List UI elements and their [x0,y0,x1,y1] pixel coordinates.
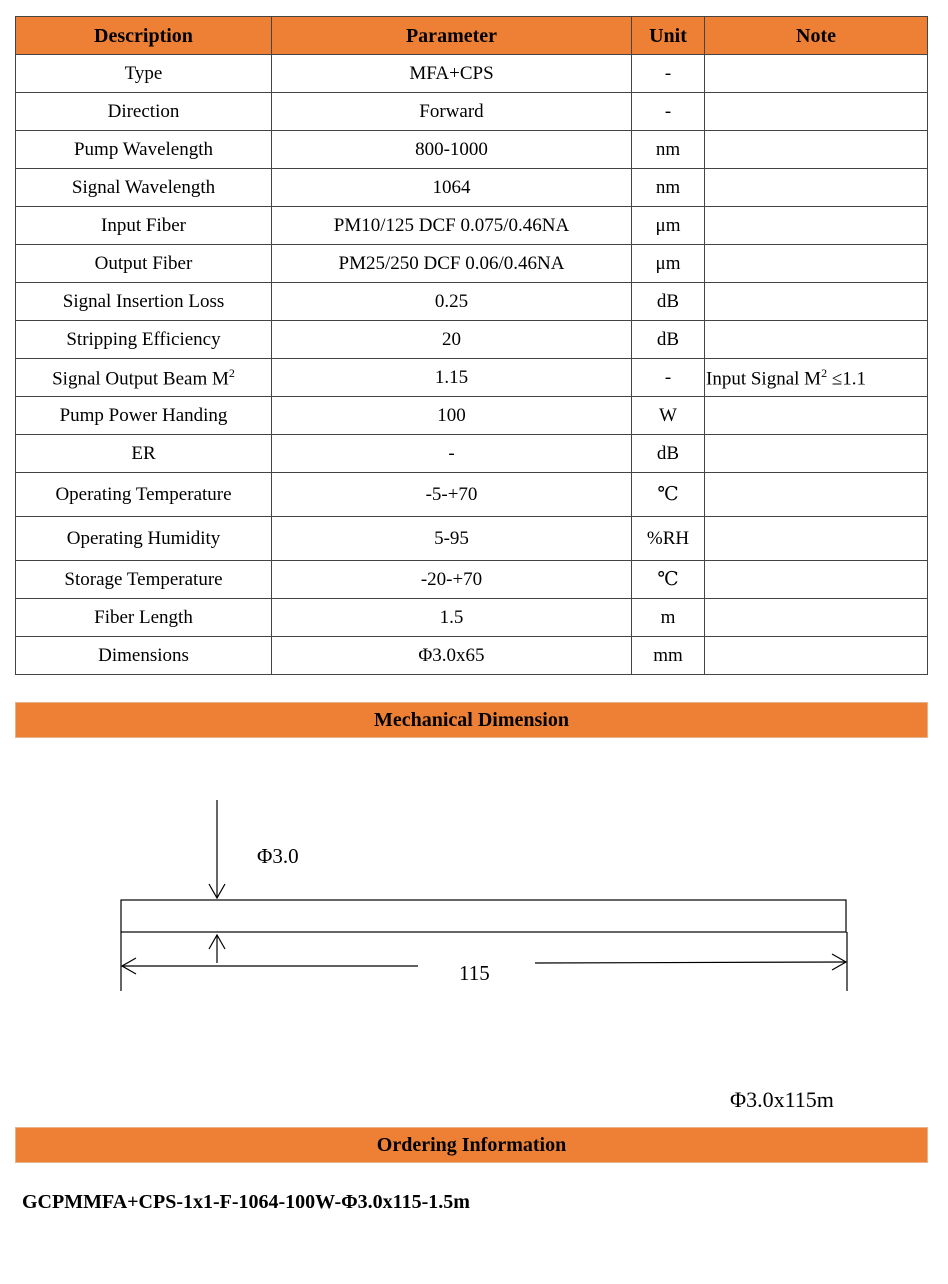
cell-description: Operating Humidity [16,517,272,561]
cell-unit: m [632,599,705,637]
cell-parameter: -20-+70 [272,561,632,599]
mechanical-dimension-heading: Mechanical Dimension [15,702,928,738]
cell-description: Output Fiber [16,245,272,283]
cell-parameter: -5-+70 [272,473,632,517]
cell-parameter: 100 [272,397,632,435]
superscript: 2 [821,365,828,380]
cell-description: Pump Power Handing [16,397,272,435]
device-body [121,900,846,932]
overall-dimension-label: Φ3.0x115m [730,1087,834,1112]
cell-unit: - [632,55,705,93]
header-unit: Unit [632,17,705,55]
superscript: 2 [228,365,235,380]
cell-unit: ℃ [632,561,705,599]
cell-description: Input Fiber [16,207,272,245]
cell-parameter: PM10/125 DCF 0.075/0.46NA [272,207,632,245]
cell-description: Type [16,55,272,93]
cell-description: ER [16,435,272,473]
cell-unit: nm [632,131,705,169]
header-parameter: Parameter [272,17,632,55]
cell-unit: dB [632,435,705,473]
cell-parameter: PM25/250 DCF 0.06/0.46NA [272,245,632,283]
cell-parameter: 1.5 [272,599,632,637]
cell-description: Storage Temperature [16,561,272,599]
cell-description: Fiber Length [16,599,272,637]
cell-parameter: - [272,435,632,473]
cell-parameter: Φ3.0x65 [272,637,632,675]
note-suffix: ≤1.1 [827,368,866,390]
cell-unit: %RH [632,517,705,561]
cell-parameter: 5-95 [272,517,632,561]
header-description: Description [16,17,272,55]
cell-unit: dB [632,283,705,321]
length-label: 115 [459,961,490,985]
description-text: Signal Output Beam M [52,368,229,390]
cell-unit: dB [632,321,705,359]
cell-description: Direction [16,93,272,131]
note-text: Input Signal M [706,368,822,390]
cell-unit: μm [632,207,705,245]
diameter-label: Φ3.0 [257,844,299,868]
cell-parameter: 20 [272,321,632,359]
cell-unit: ℃ [632,473,705,517]
cell-parameter: 800-1000 [272,131,632,169]
cell-unit: nm [632,169,705,207]
cell-parameter: 0.25 [272,283,632,321]
ordering-information-heading: Ordering Information [15,1127,928,1163]
cell-parameter: MFA+CPS [272,55,632,93]
cell-description: Signal Insertion Loss [16,283,272,321]
header-note: Note [705,17,928,55]
cell-description: Stripping Efficiency [16,321,272,359]
cell-parameter: 1.15 [272,359,632,397]
cell-unit: W [632,397,705,435]
cell-description: Pump Wavelength [16,131,272,169]
cell-unit: mm [632,637,705,675]
part-number: GCPMMFA+CPS-1x1-F-1064-100W-Φ3.0x115-1.5m [22,1191,470,1213]
cell-unit: - [632,93,705,131]
cell-unit: μm [632,245,705,283]
cell-description: Dimensions [16,637,272,675]
cell-description: Operating Temperature [16,473,272,517]
cell-unit: - [632,359,705,397]
cell-parameter: 1064 [272,169,632,207]
length-line-right [535,962,846,963]
cell-description: Signal Wavelength [16,169,272,207]
cell-parameter: Forward [272,93,632,131]
